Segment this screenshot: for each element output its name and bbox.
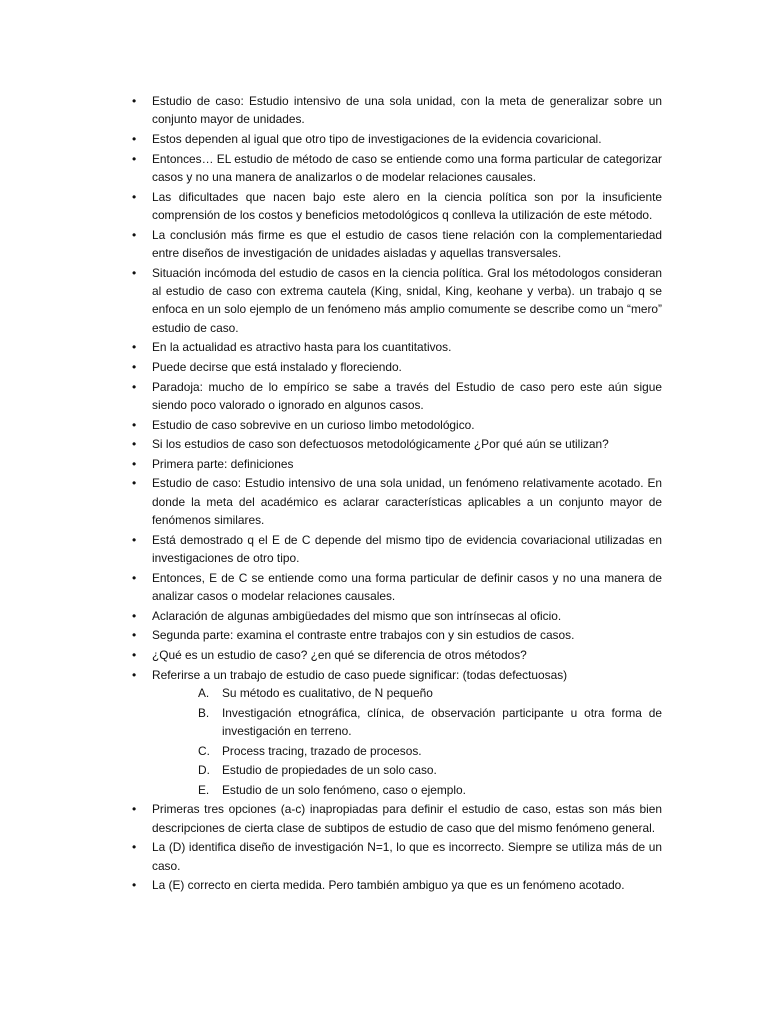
bullet-icon: • xyxy=(132,878,137,893)
lettered-sublist xyxy=(152,684,662,799)
list-item xyxy=(130,838,662,875)
list-item-text: Estudio de caso sobrevive en un curioso limbo metodológico. xyxy=(152,417,475,432)
list-item xyxy=(130,626,662,644)
list-item-text: Primera parte: definiciones xyxy=(152,456,294,471)
bullet-icon: • xyxy=(132,532,137,547)
list-item-text: La (E) correcto en cierta medida. Pero también ambiguo ya que es un fenómeno acotado. xyxy=(152,878,625,893)
bullet-icon: • xyxy=(132,265,137,280)
list-item-text: Puede decirse que está instalado y floreciendo. xyxy=(152,360,402,374)
list-item-text: Está demostrado q el E de C depende del mismo tipo de evidencia covariacional utilizadas en investigaciones de otro tipo. xyxy=(152,532,662,566)
list-item-text: Segunda parte: examina el contraste entre trabajos con y sin estudios de casos. xyxy=(152,628,575,643)
list-item-text: En la actualidad es atractivo hasta para los cuantitativos. xyxy=(152,340,452,355)
bullet-icon: • xyxy=(132,437,137,452)
sublist-item xyxy=(152,761,662,779)
bullet-icon: • xyxy=(132,151,137,166)
sublist-item-text: Estudio de un solo fenómeno, caso o ejemplo. xyxy=(222,782,466,797)
sublist-letter: C. xyxy=(198,743,210,758)
bullet-icon: • xyxy=(132,379,137,394)
bullet-icon: • xyxy=(132,456,137,471)
list-item-text: ¿Qué es un estudio de caso? ¿en qué se diferencia de otros métodos? xyxy=(152,647,527,662)
list-item xyxy=(130,646,662,664)
bullet-icon: • xyxy=(132,94,137,108)
bullet-icon: • xyxy=(132,570,137,585)
list-item-text: Estos dependen al igual que otro tipo de investigaciones de la evidencia covaricional. xyxy=(152,132,602,146)
list-item xyxy=(130,474,662,529)
sublist-letter: D. xyxy=(198,763,210,778)
bullet-list xyxy=(130,92,662,896)
bullet-icon: • xyxy=(132,840,137,855)
sublist-item-text: Investigación etnográfica, clínica, de observación participante u otra forma de investigación en terreno. xyxy=(222,705,662,738)
list-item-text: Estudio de caso: Estudio intensivo de una sola unidad, con la meta de generalizar sobre un conjunto mayor de unidades. xyxy=(152,94,662,127)
bullet-icon: • xyxy=(132,647,137,662)
list-item-text: Primeras tres opciones (a-c) inapropiadas para definir el estudio de caso, estas son más bien descripciones de cierta clase de subtipos de estudio de caso que del mismo fenómeno general. xyxy=(152,802,662,835)
sublist-letter: A. xyxy=(198,685,210,700)
bullet-icon: • xyxy=(132,360,137,374)
list-item xyxy=(130,666,662,800)
list-item-text: Si los estudios de caso son defectuosos metodológicamente ¿Por qué aún se utilizan? xyxy=(152,437,609,452)
list-item-text: La conclusión más firme es que el estudio de casos tiene relación con la complementariedad entre diseños de investigación de unidades aisladas y aquellas transversales. xyxy=(152,227,662,260)
sublist-letter: E. xyxy=(198,782,210,797)
bullet-icon: • xyxy=(132,802,137,817)
list-item xyxy=(130,150,662,187)
list-item-text: La (D) identifica diseño de investigación N=1, lo que es incorrecto. Siempre se utiliza más de un caso. xyxy=(152,840,662,873)
list-item xyxy=(130,876,662,894)
sublist-item-text: Process tracing, trazado de procesos. xyxy=(222,743,422,758)
bullet-icon: • xyxy=(132,667,137,682)
list-item xyxy=(130,130,662,148)
bullet-icon: • xyxy=(132,476,137,491)
list-item-text: Entonces… EL estudio de método de caso se entiende como una forma particular de categorizar casos y no una manera de analizarlos o de modelar relaciones causales. xyxy=(152,151,662,184)
list-item xyxy=(130,188,662,225)
list-item xyxy=(130,800,662,837)
sublist-item-text: Estudio de propiedades de un solo caso. xyxy=(222,763,437,778)
bullet-icon: • xyxy=(132,227,137,242)
list-item xyxy=(130,435,662,453)
list-item xyxy=(130,531,662,568)
list-item xyxy=(130,455,662,473)
list-item xyxy=(130,92,662,129)
bullet-icon: • xyxy=(132,628,137,643)
bullet-icon: • xyxy=(132,417,137,432)
bullet-icon: • xyxy=(132,132,137,146)
sublist-item xyxy=(152,742,662,760)
bullet-icon: • xyxy=(132,340,137,355)
list-item xyxy=(130,358,662,376)
list-item xyxy=(130,264,662,338)
list-item xyxy=(130,416,662,434)
bullet-icon: • xyxy=(132,608,137,623)
list-item-text: Referirse a un trabajo de estudio de caso puede significar: (todas defectuosas) xyxy=(152,667,568,682)
sublist-item xyxy=(152,704,662,741)
list-item xyxy=(130,338,662,356)
list-item-text: Las dificultades que nacen bajo este alero en la ciencia política son por la insuficiente comprensión de los costos y beneficios metodológicos q conlleva la utilización de este método. xyxy=(152,189,662,222)
sublist-item xyxy=(152,684,662,702)
list-item-text: Aclaración de algunas ambigüedades del mismo que son intrínsecas al oficio. xyxy=(152,608,562,623)
list-item xyxy=(130,378,662,415)
list-item-text: Situación incómoda del estudio de casos en la ciencia política. Gral los métodologos consideran al estudio de caso con extrema cautela (King, snidal, King, keohane y verba). un trabajo q se enfoca en un solo ejemplo de un fenómeno más amplio comumente se describe como un “mero” estudio de caso. xyxy=(152,265,662,335)
list-item-text: Entonces, E de C se entiende como una forma particular de definir casos y no una manera de analizar casos o modelar relaciones causales. xyxy=(152,570,662,604)
list-item-text: Estudio de caso: Estudio intensivo de una sola unidad, un fenómeno relativamente acotado. En donde la meta del académico es aclarar características aplicables a un conjunto mayor de fenómenos similares. xyxy=(152,476,662,528)
list-item-text: Paradoja: mucho de lo empírico se sabe a través del Estudio de caso pero este aún sigue siendo poco valorado o ignorado en algunos casos. xyxy=(152,379,662,412)
list-item xyxy=(130,226,662,263)
sublist-letter: B. xyxy=(198,705,210,720)
sublist-item xyxy=(152,781,662,799)
sublist-item-text: Su método es cualitativo, de N pequeño xyxy=(222,685,433,700)
list-item xyxy=(130,607,662,625)
list-item xyxy=(130,569,662,606)
bullet-icon: • xyxy=(132,189,137,204)
